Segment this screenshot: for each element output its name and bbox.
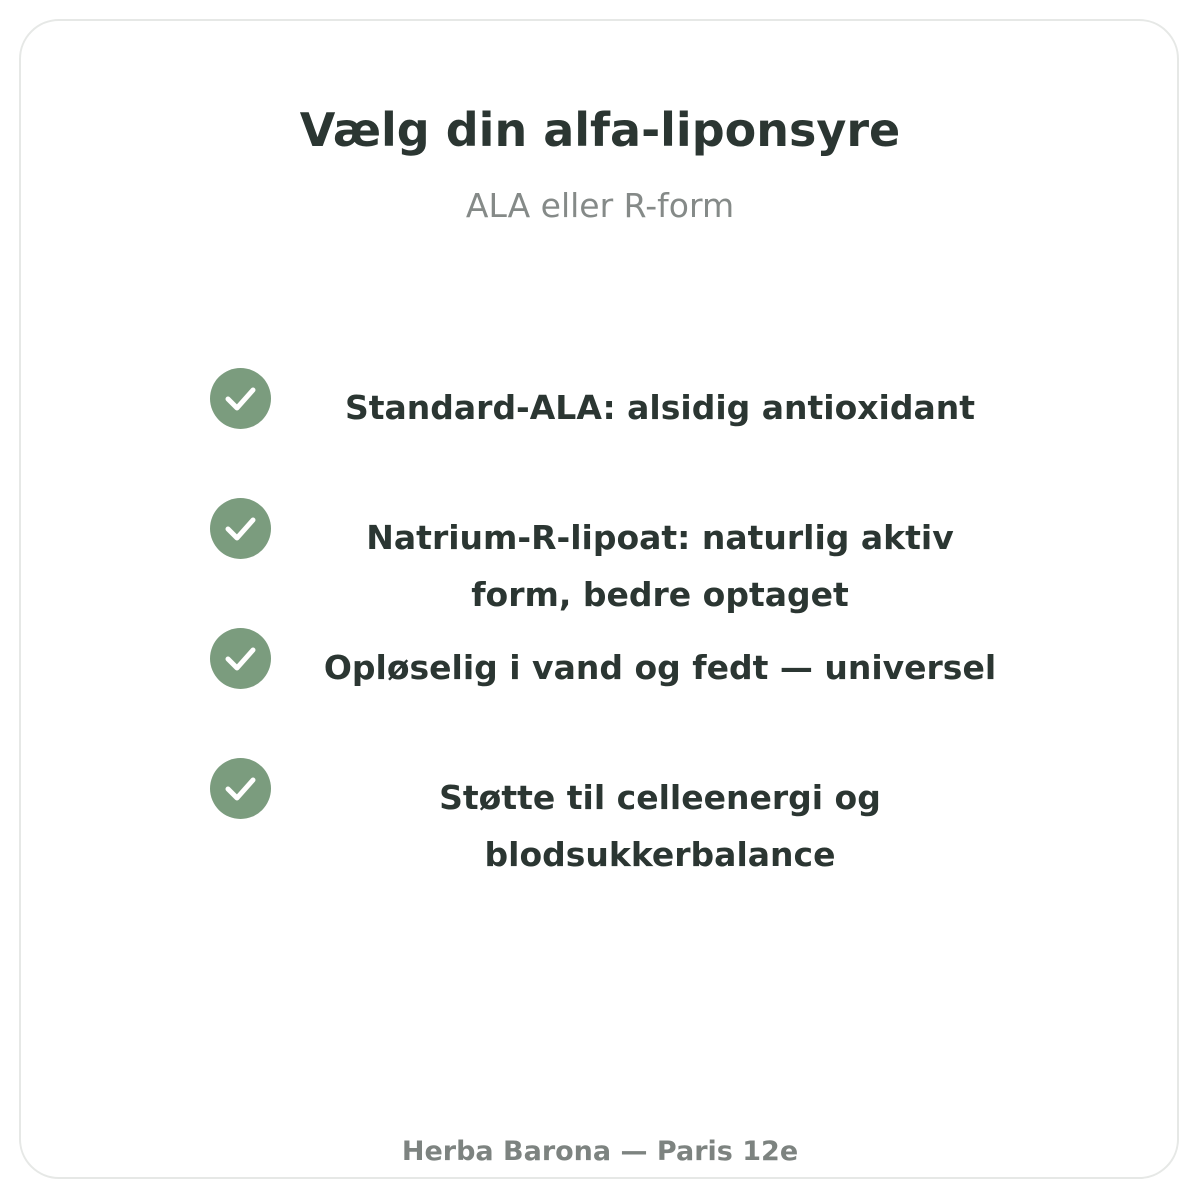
feature-item: Opløselig i vand og fedt — universel	[323, 648, 997, 687]
check-circle-icon	[210, 758, 271, 819]
feature-item: Støtte til celleenergi og blodsukkerbalance	[439, 778, 881, 874]
feature-item: Standard-ALA: alsidig antioxidant	[344, 388, 976, 427]
check-circle-icon	[210, 368, 271, 429]
page-title: Vælg din alfa-liponsyre	[299, 103, 901, 157]
check-circle-icon	[210, 498, 271, 559]
check-circle-icon	[210, 628, 271, 689]
page-subtitle: ALA eller R-form	[465, 186, 735, 225]
feature-item: Natrium-R-lipoat: naturlig aktiv form, bedre optaget	[366, 518, 954, 614]
footer-brand: Herba Barona — Paris 12e	[401, 1136, 799, 1167]
